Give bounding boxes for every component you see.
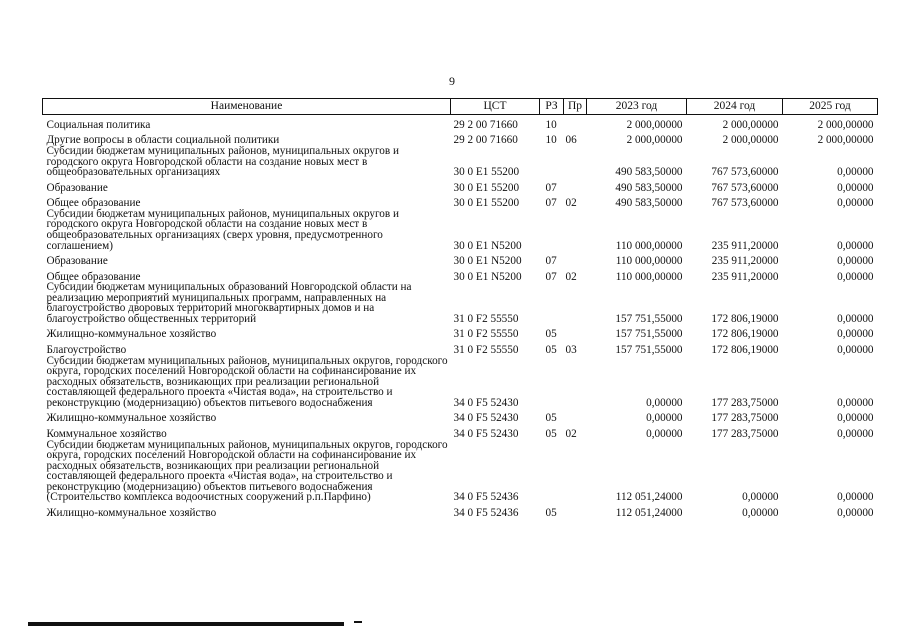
cell-cst: 34 0 F5 52436 [453, 506, 519, 519]
footer-dash [354, 621, 362, 623]
table-row [43, 340, 878, 356]
cell-cst: 34 0 F5 52436 [453, 491, 519, 504]
cell-2024: 0,00000 [742, 506, 779, 519]
cell-name: Коммунальное хозяйство [46, 427, 167, 440]
cell-rz: 07 [545, 197, 557, 210]
table-row [43, 282, 878, 324]
cell-2024: 177 283,75000 [711, 427, 779, 440]
table-row [43, 115, 878, 131]
cell-cst: 31 0 F2 55550 [453, 312, 519, 325]
cell-2025: 0,00000 [837, 181, 874, 194]
cell-pr [564, 146, 587, 178]
header-cst: ЦСТ [451, 99, 540, 115]
cell-rz: 07 [545, 181, 557, 194]
header-name: Наименование [43, 99, 451, 115]
table-row [43, 178, 878, 194]
cell-pr [564, 178, 587, 194]
cell-name: Жилищно-коммунальное хозяйство [46, 328, 217, 341]
cell-2024: 0,00000 [742, 491, 779, 504]
cell-2025: 0,00000 [837, 255, 874, 268]
cell-2023: 0,00000 [646, 427, 683, 440]
cell-rz: 10 [545, 134, 557, 147]
cell-2023: 0,00000 [646, 396, 683, 409]
cell-cst: 30 0 E1 N5200 [453, 270, 522, 283]
table-row [43, 146, 878, 178]
cell-name: Образование [46, 255, 108, 268]
cell-2025: 0,00000 [837, 312, 874, 325]
cell-pr [564, 209, 587, 251]
table-row [43, 251, 878, 267]
table-row [43, 503, 878, 519]
cell-2025: 0,00000 [837, 328, 874, 341]
cell-cst: 34 0 F5 52430 [453, 427, 519, 440]
cell-name: Благоустройство [46, 343, 127, 356]
cell-name: Субсидии бюджетам муниципальных районов, муниципальных округов, городского округа, городских поселений Новгородской области на софинансирование их расходных обязательств, возникающих при реализации региональной составляющей федерального проекта «Чистая вода», на строительство и реконструкцию (модернизацию) объектов питьевого водоснабжения (Строительство комплекса водоочистных сооружений р.п.Парфино) [46, 438, 448, 504]
cell-2025: 2 000,00000 [817, 134, 874, 147]
cell-cst: 30 0 E1 55200 [453, 166, 520, 179]
cell-rz [540, 146, 564, 178]
cell-name: Жилищно-коммунальное хозяйство [46, 506, 217, 519]
footer-rule [28, 622, 344, 626]
cell-name: Общее образование [46, 197, 141, 210]
cell-pr [564, 440, 587, 504]
cell-2024: 2 000,00000 [722, 134, 779, 147]
table-row [43, 193, 878, 209]
table-row [43, 131, 878, 147]
cell-2025: 0,00000 [837, 197, 874, 210]
cell-name: Субсидии бюджетам муниципальных образований Новгородской области на реализацию мероприятий муниципальных программ, направленных на благоустройство дворовых территорий многоквартирных домов и на благоустройство общественных территорий [46, 281, 412, 325]
cell-rz: 10 [545, 118, 557, 131]
cell-cst: 34 0 F5 52430 [453, 396, 519, 409]
cell-2024: 235 911,20000 [711, 270, 779, 283]
cell-pr [564, 251, 587, 267]
cell-2025: 0,00000 [837, 427, 874, 440]
cell-pr [564, 503, 587, 519]
cell-2024: 172 806,19000 [711, 312, 779, 325]
table-row [43, 356, 878, 409]
cell-name: Другие вопросы в области социальной политики [46, 134, 280, 147]
cell-2023: 110 000,00000 [615, 270, 683, 283]
cell-2025: 0,00000 [837, 412, 874, 425]
cell-2024: 235 911,20000 [711, 239, 779, 252]
cell-2023: 112 051,24000 [615, 491, 683, 504]
cell-name: Образование [46, 181, 108, 194]
header-pr: Пр [564, 99, 587, 115]
header-rz: РЗ [540, 99, 564, 115]
cell-name: Общее образование [46, 270, 141, 283]
cell-rz [540, 356, 564, 409]
cell-2024: 172 806,19000 [711, 343, 779, 356]
cell-rz: 07 [545, 270, 557, 283]
cell-cst: 30 0 E1 55200 [453, 197, 520, 210]
cell-2023: 157 751,55000 [615, 328, 683, 341]
cell-name: Субсидии бюджетам муниципальных районов, муниципальных округов, городского округа, городских поселений Новгородской области на софинансирование их расходных обязательств, возникающих при реализации региональной составляющей федерального проекта «Чистая вода», на строительство и реконструкцию (модернизацию) объектов питьевого водоснабжения [46, 354, 448, 409]
cell-name: Субсидии бюджетам муниципальных районов, муниципальных округов и городского округа Новгородской области на создание новых мест в общеобразовательных организациях [46, 145, 399, 179]
cell-2024: 172 806,19000 [711, 328, 779, 341]
cell-name: Субсидии бюджетам муниципальных районов, муниципальных округов и городского округа Новгородской области на создание новых мест в общеобразовательных организациях (сверх уровня, предусмотренного соглашением) [46, 207, 399, 252]
cell-2023: 112 051,24000 [615, 506, 683, 519]
table-header-row [43, 99, 878, 115]
cell-2023: 2 000,00000 [626, 118, 683, 131]
cell-cst: 30 0 E1 N5200 [453, 239, 522, 252]
cell-2025: 0,00000 [837, 239, 874, 252]
cell-pr [564, 325, 587, 341]
cell-2025: 0,00000 [837, 506, 874, 519]
table-row [43, 409, 878, 425]
cell-cst: 30 0 E1 55200 [453, 181, 520, 194]
cell-pr: 06 [565, 134, 577, 147]
cell-cst: 34 0 F5 52430 [453, 412, 519, 425]
table-row [43, 267, 878, 283]
cell-cst: 29 2 00 71660 [453, 134, 518, 147]
cell-pr [564, 115, 587, 131]
cell-2023: 157 751,55000 [615, 312, 683, 325]
cell-2023: 2 000,00000 [626, 134, 683, 147]
cell-rz [540, 440, 564, 504]
cell-2024: 177 283,75000 [711, 412, 779, 425]
cell-pr: 02 [565, 197, 577, 210]
cell-2025: 0,00000 [837, 343, 874, 356]
cell-rz [540, 282, 564, 324]
cell-pr [564, 356, 587, 409]
cell-2023: 0,00000 [646, 412, 683, 425]
budget-table [42, 98, 878, 519]
cell-2025: 0,00000 [837, 396, 874, 409]
cell-2023: 157 751,55000 [615, 343, 683, 356]
cell-2024: 2 000,00000 [722, 118, 779, 131]
cell-pr: 03 [565, 343, 577, 356]
header-2023: 2023 год [587, 99, 687, 115]
cell-rz: 05 [545, 343, 557, 356]
cell-pr [564, 282, 587, 324]
cell-2025: 0,00000 [837, 166, 874, 179]
cell-pr: 02 [565, 270, 577, 283]
cell-2024: 767 573,60000 [711, 166, 779, 179]
cell-name: Социальная политика [46, 118, 151, 131]
page-number: 9 [449, 74, 455, 88]
cell-cst: 30 0 E1 N5200 [453, 255, 522, 268]
cell-cst: 29 2 00 71660 [453, 118, 518, 131]
cell-2023: 110 000,00000 [615, 239, 683, 252]
header-2024: 2024 год [687, 99, 783, 115]
header-2025: 2025 год [783, 99, 878, 115]
cell-cst: 31 0 F2 55550 [453, 343, 519, 356]
cell-rz: 05 [545, 427, 557, 440]
cell-2024: 177 283,75000 [711, 396, 779, 409]
cell-name: Жилищно-коммунальное хозяйство [46, 412, 217, 425]
cell-2024: 767 573,60000 [711, 181, 779, 194]
table-row [43, 209, 878, 251]
cell-2025: 0,00000 [837, 270, 874, 283]
cell-rz: 05 [545, 412, 557, 425]
cell-rz [540, 209, 564, 251]
cell-2025: 2 000,00000 [817, 118, 874, 131]
cell-2023: 490 583,50000 [615, 197, 683, 210]
cell-2023: 490 583,50000 [615, 181, 683, 194]
cell-2024: 767 573,60000 [711, 197, 779, 210]
table-row [43, 424, 878, 440]
cell-rz: 05 [545, 506, 557, 519]
cell-2023: 490 583,50000 [615, 166, 683, 179]
cell-2025: 0,00000 [837, 491, 874, 504]
cell-rz: 07 [545, 255, 557, 268]
cell-2023: 110 000,00000 [615, 255, 683, 268]
cell-rz: 05 [545, 328, 557, 341]
table-row [43, 440, 878, 504]
table-row [43, 325, 878, 341]
cell-pr [564, 409, 587, 425]
cell-pr: 02 [565, 427, 577, 440]
cell-cst: 31 0 F2 55550 [453, 328, 519, 341]
cell-2024: 235 911,20000 [711, 255, 779, 268]
